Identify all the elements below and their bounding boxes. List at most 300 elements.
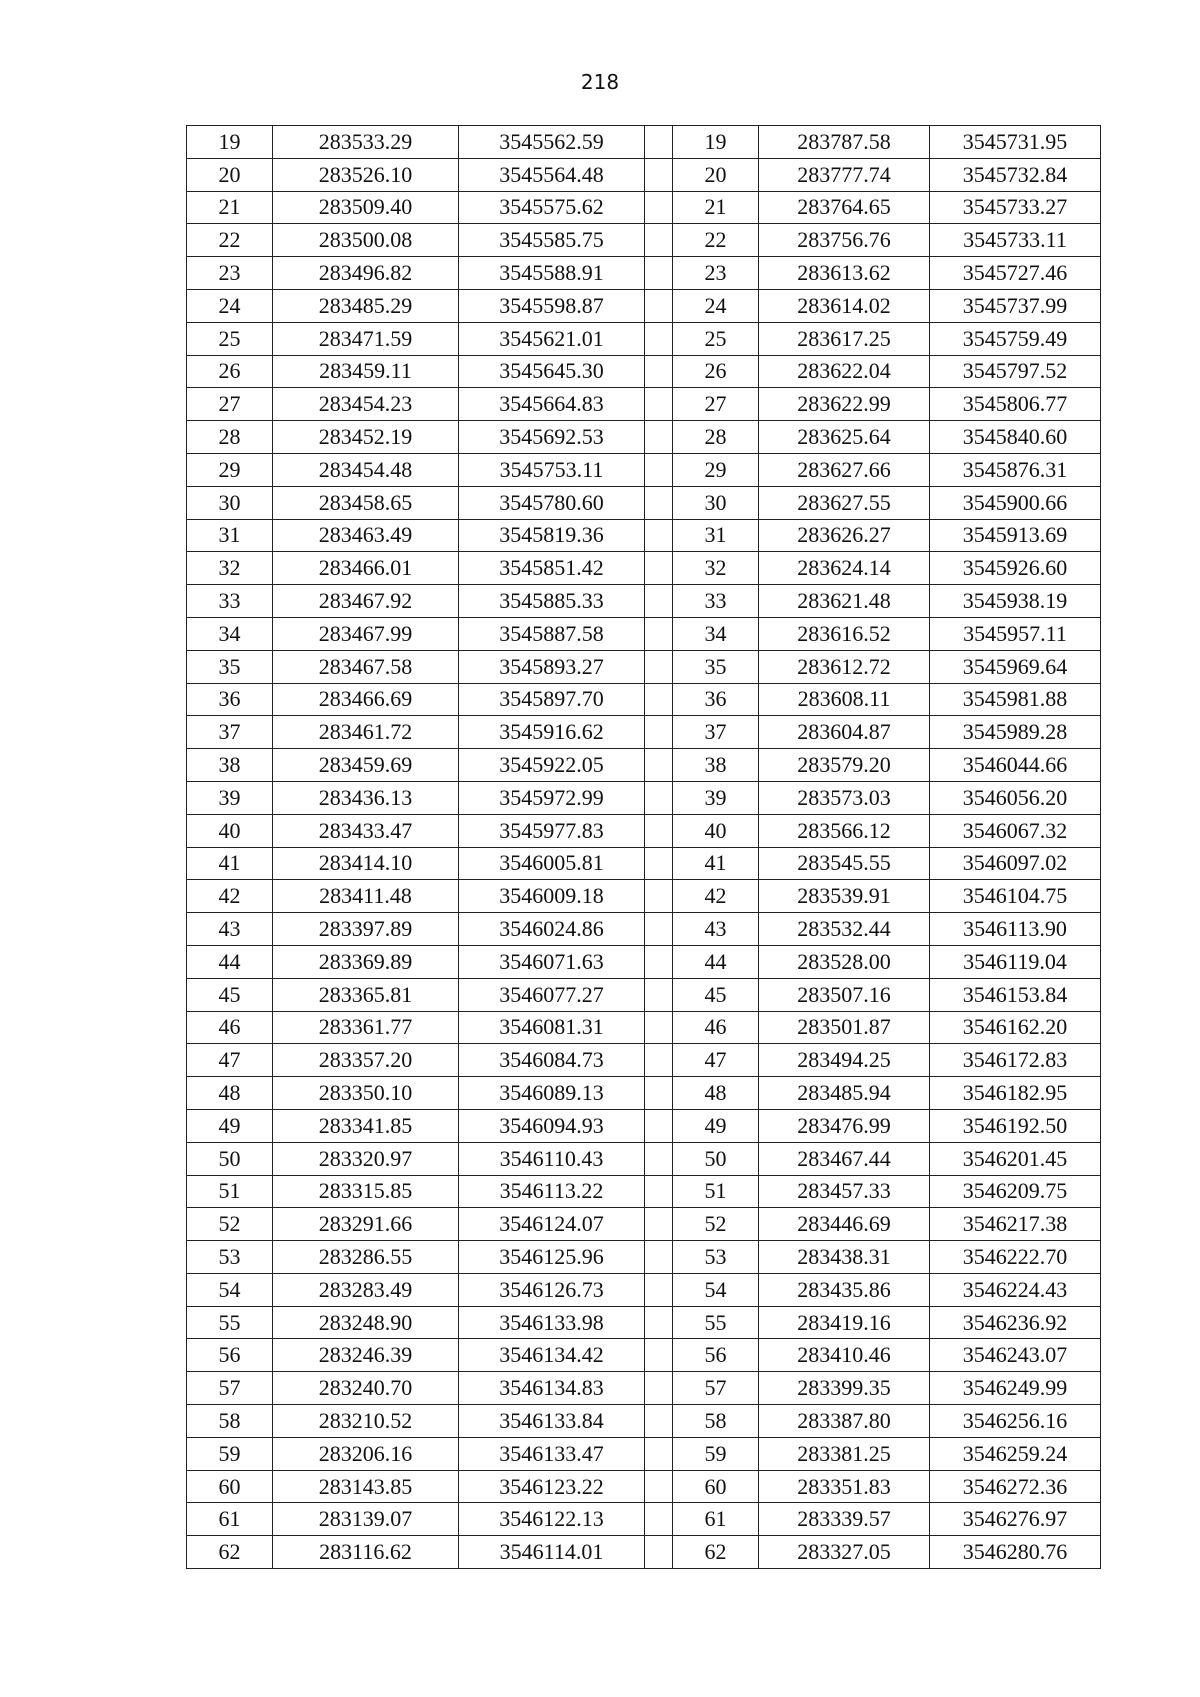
- right-point-number-cell: 47: [673, 1044, 759, 1077]
- right-x-coordinate-cell: 283614.02: [759, 289, 930, 322]
- left-y-coordinate-cell: 3546133.98: [459, 1306, 645, 1339]
- left-y-coordinate-cell: 3546113.22: [459, 1175, 645, 1208]
- left-point-number-cell: 38: [187, 749, 273, 782]
- separator-cell: [645, 388, 673, 421]
- left-point-number-cell: 33: [187, 585, 273, 618]
- left-point-number-cell: 34: [187, 617, 273, 650]
- left-point-number-cell: 40: [187, 814, 273, 847]
- right-x-coordinate-cell: 283438.31: [759, 1241, 930, 1274]
- right-point-number-cell: 42: [673, 880, 759, 913]
- right-y-coordinate-cell: 3546276.97: [930, 1503, 1101, 1536]
- table-row: [187, 716, 1101, 749]
- right-point-number-cell: 40: [673, 814, 759, 847]
- separator-cell: [645, 617, 673, 650]
- right-point-number-cell: 23: [673, 257, 759, 290]
- right-x-coordinate-cell: 283627.66: [759, 453, 930, 486]
- left-x-coordinate-cell: 283320.97: [273, 1142, 459, 1175]
- table-row: [187, 1208, 1101, 1241]
- left-x-coordinate-cell: 283471.59: [273, 322, 459, 355]
- left-x-coordinate-cell: 283210.52: [273, 1405, 459, 1438]
- left-point-number-cell: 53: [187, 1241, 273, 1274]
- separator-cell: [645, 552, 673, 585]
- left-x-coordinate-cell: 283116.62: [273, 1536, 459, 1569]
- right-y-coordinate-cell: 3545797.52: [930, 355, 1101, 388]
- right-x-coordinate-cell: 283764.65: [759, 191, 930, 224]
- table-row: [187, 519, 1101, 552]
- left-point-number-cell: 52: [187, 1208, 273, 1241]
- left-y-coordinate-cell: 3546123.22: [459, 1470, 645, 1503]
- separator-cell: [645, 1306, 673, 1339]
- separator-cell: [645, 1405, 673, 1438]
- left-y-coordinate-cell: 3545753.11: [459, 453, 645, 486]
- separator-cell: [645, 814, 673, 847]
- table-row: [187, 847, 1101, 880]
- right-y-coordinate-cell: 3545981.88: [930, 683, 1101, 716]
- left-x-coordinate-cell: 283500.08: [273, 224, 459, 257]
- right-point-number-cell: 36: [673, 683, 759, 716]
- right-y-coordinate-cell: 3545806.77: [930, 388, 1101, 421]
- table-row: [187, 1142, 1101, 1175]
- right-y-coordinate-cell: 3545913.69: [930, 519, 1101, 552]
- left-x-coordinate-cell: 283466.01: [273, 552, 459, 585]
- left-point-number-cell: 50: [187, 1142, 273, 1175]
- right-x-coordinate-cell: 283410.46: [759, 1339, 930, 1372]
- right-x-coordinate-cell: 283626.27: [759, 519, 930, 552]
- right-x-coordinate-cell: 283566.12: [759, 814, 930, 847]
- table-row: [187, 1306, 1101, 1339]
- right-point-number-cell: 32: [673, 552, 759, 585]
- left-y-coordinate-cell: 3545621.01: [459, 322, 645, 355]
- right-x-coordinate-cell: 283528.00: [759, 945, 930, 978]
- left-y-coordinate-cell: 3546134.42: [459, 1339, 645, 1372]
- left-x-coordinate-cell: 283350.10: [273, 1077, 459, 1110]
- separator-cell: [645, 945, 673, 978]
- right-point-number-cell: 60: [673, 1470, 759, 1503]
- right-y-coordinate-cell: 3545969.64: [930, 650, 1101, 683]
- left-y-coordinate-cell: 3545780.60: [459, 486, 645, 519]
- left-point-number-cell: 49: [187, 1109, 273, 1142]
- left-point-number-cell: 21: [187, 191, 273, 224]
- right-x-coordinate-cell: 283532.44: [759, 913, 930, 946]
- left-x-coordinate-cell: 283458.65: [273, 486, 459, 519]
- table-row: [187, 1503, 1101, 1536]
- right-x-coordinate-cell: 283787.58: [759, 126, 930, 159]
- right-point-number-cell: 57: [673, 1372, 759, 1405]
- table-row: [187, 421, 1101, 454]
- right-point-number-cell: 26: [673, 355, 759, 388]
- right-y-coordinate-cell: 3545926.60: [930, 552, 1101, 585]
- separator-cell: [645, 224, 673, 257]
- table-row: [187, 1470, 1101, 1503]
- right-point-number-cell: 53: [673, 1241, 759, 1274]
- left-point-number-cell: 23: [187, 257, 273, 290]
- separator-cell: [645, 716, 673, 749]
- right-x-coordinate-cell: 283622.99: [759, 388, 930, 421]
- left-point-number-cell: 29: [187, 453, 273, 486]
- left-x-coordinate-cell: 283485.29: [273, 289, 459, 322]
- separator-cell: [645, 1503, 673, 1536]
- right-point-number-cell: 35: [673, 650, 759, 683]
- right-point-number-cell: 52: [673, 1208, 759, 1241]
- right-x-coordinate-cell: 283617.25: [759, 322, 930, 355]
- table-row: [187, 880, 1101, 913]
- separator-cell: [645, 1241, 673, 1274]
- right-y-coordinate-cell: 3546256.16: [930, 1405, 1101, 1438]
- left-y-coordinate-cell: 3545575.62: [459, 191, 645, 224]
- left-y-coordinate-cell: 3545916.62: [459, 716, 645, 749]
- right-x-coordinate-cell: 283351.83: [759, 1470, 930, 1503]
- left-y-coordinate-cell: 3545664.83: [459, 388, 645, 421]
- left-point-number-cell: 46: [187, 1011, 273, 1044]
- right-point-number-cell: 45: [673, 978, 759, 1011]
- separator-cell: [645, 847, 673, 880]
- right-y-coordinate-cell: 3545759.49: [930, 322, 1101, 355]
- left-x-coordinate-cell: 283283.49: [273, 1273, 459, 1306]
- left-x-coordinate-cell: 283467.58: [273, 650, 459, 683]
- right-point-number-cell: 33: [673, 585, 759, 618]
- right-x-coordinate-cell: 283399.35: [759, 1372, 930, 1405]
- left-x-coordinate-cell: 283459.69: [273, 749, 459, 782]
- right-x-coordinate-cell: 283579.20: [759, 749, 930, 782]
- right-point-number-cell: 19: [673, 126, 759, 159]
- left-y-coordinate-cell: 3545887.58: [459, 617, 645, 650]
- left-point-number-cell: 59: [187, 1437, 273, 1470]
- right-x-coordinate-cell: 283327.05: [759, 1536, 930, 1569]
- left-y-coordinate-cell: 3546089.13: [459, 1077, 645, 1110]
- separator-cell: [645, 1437, 673, 1470]
- table-row: [187, 749, 1101, 782]
- right-x-coordinate-cell: 283621.48: [759, 585, 930, 618]
- right-point-number-cell: 21: [673, 191, 759, 224]
- left-point-number-cell: 36: [187, 683, 273, 716]
- left-point-number-cell: 43: [187, 913, 273, 946]
- left-point-number-cell: 30: [187, 486, 273, 519]
- left-point-number-cell: 20: [187, 158, 273, 191]
- table-row: [187, 1241, 1101, 1274]
- table-body: [187, 126, 1101, 1569]
- right-y-coordinate-cell: 3546272.36: [930, 1470, 1101, 1503]
- right-point-number-cell: 55: [673, 1306, 759, 1339]
- left-x-coordinate-cell: 283291.66: [273, 1208, 459, 1241]
- table-row: [187, 781, 1101, 814]
- separator-cell: [645, 650, 673, 683]
- right-y-coordinate-cell: 3545938.19: [930, 585, 1101, 618]
- left-x-coordinate-cell: 283248.90: [273, 1306, 459, 1339]
- left-y-coordinate-cell: 3546133.47: [459, 1437, 645, 1470]
- left-point-number-cell: 35: [187, 650, 273, 683]
- right-x-coordinate-cell: 283485.94: [759, 1077, 930, 1110]
- left-x-coordinate-cell: 283467.99: [273, 617, 459, 650]
- right-x-coordinate-cell: 283381.25: [759, 1437, 930, 1470]
- separator-cell: [645, 585, 673, 618]
- separator-cell: [645, 1273, 673, 1306]
- right-x-coordinate-cell: 283625.64: [759, 421, 930, 454]
- separator-cell: [645, 749, 673, 782]
- left-x-coordinate-cell: 283436.13: [273, 781, 459, 814]
- left-y-coordinate-cell: 3545645.30: [459, 355, 645, 388]
- separator-cell: [645, 913, 673, 946]
- right-x-coordinate-cell: 283419.16: [759, 1306, 930, 1339]
- right-y-coordinate-cell: 3546259.24: [930, 1437, 1101, 1470]
- separator-cell: [645, 158, 673, 191]
- left-y-coordinate-cell: 3546110.43: [459, 1142, 645, 1175]
- right-point-number-cell: 22: [673, 224, 759, 257]
- right-x-coordinate-cell: 283627.55: [759, 486, 930, 519]
- left-x-coordinate-cell: 283143.85: [273, 1470, 459, 1503]
- right-point-number-cell: 56: [673, 1339, 759, 1372]
- left-x-coordinate-cell: 283246.39: [273, 1339, 459, 1372]
- left-x-coordinate-cell: 283369.89: [273, 945, 459, 978]
- right-point-number-cell: 38: [673, 749, 759, 782]
- right-x-coordinate-cell: 283446.69: [759, 1208, 930, 1241]
- left-x-coordinate-cell: 283414.10: [273, 847, 459, 880]
- left-y-coordinate-cell: 3545598.87: [459, 289, 645, 322]
- table-row: [187, 126, 1101, 159]
- separator-cell: [645, 126, 673, 159]
- table-row: [187, 1339, 1101, 1372]
- right-x-coordinate-cell: 283387.80: [759, 1405, 930, 1438]
- right-point-number-cell: 62: [673, 1536, 759, 1569]
- right-y-coordinate-cell: 3546249.99: [930, 1372, 1101, 1405]
- right-y-coordinate-cell: 3546104.75: [930, 880, 1101, 913]
- right-y-coordinate-cell: 3545957.11: [930, 617, 1101, 650]
- left-x-coordinate-cell: 283496.82: [273, 257, 459, 290]
- table-row: [187, 1011, 1101, 1044]
- left-x-coordinate-cell: 283206.16: [273, 1437, 459, 1470]
- left-y-coordinate-cell: 3545564.48: [459, 158, 645, 191]
- separator-cell: [645, 191, 673, 224]
- separator-cell: [645, 1208, 673, 1241]
- left-point-number-cell: 55: [187, 1306, 273, 1339]
- left-point-number-cell: 24: [187, 289, 273, 322]
- left-y-coordinate-cell: 3546009.18: [459, 880, 645, 913]
- left-point-number-cell: 39: [187, 781, 273, 814]
- left-point-number-cell: 61: [187, 1503, 273, 1536]
- left-x-coordinate-cell: 283286.55: [273, 1241, 459, 1274]
- left-y-coordinate-cell: 3546024.86: [459, 913, 645, 946]
- right-y-coordinate-cell: 3546097.02: [930, 847, 1101, 880]
- separator-cell: [645, 1470, 673, 1503]
- right-x-coordinate-cell: 283457.33: [759, 1175, 930, 1208]
- table-row: [187, 913, 1101, 946]
- separator-cell: [645, 781, 673, 814]
- right-x-coordinate-cell: 283507.16: [759, 978, 930, 1011]
- right-y-coordinate-cell: 3546056.20: [930, 781, 1101, 814]
- right-y-coordinate-cell: 3545989.28: [930, 716, 1101, 749]
- left-y-coordinate-cell: 3546122.13: [459, 1503, 645, 1536]
- table-row: [187, 1175, 1101, 1208]
- left-x-coordinate-cell: 283365.81: [273, 978, 459, 1011]
- table-row: [187, 158, 1101, 191]
- right-y-coordinate-cell: 3545840.60: [930, 421, 1101, 454]
- table-row: [187, 191, 1101, 224]
- left-point-number-cell: 42: [187, 880, 273, 913]
- left-y-coordinate-cell: 3546134.83: [459, 1372, 645, 1405]
- table-row: [187, 1372, 1101, 1405]
- left-point-number-cell: 44: [187, 945, 273, 978]
- left-y-coordinate-cell: 3545585.75: [459, 224, 645, 257]
- left-y-coordinate-cell: 3546124.07: [459, 1208, 645, 1241]
- right-y-coordinate-cell: 3546172.83: [930, 1044, 1101, 1077]
- right-point-number-cell: 28: [673, 421, 759, 454]
- left-point-number-cell: 25: [187, 322, 273, 355]
- left-x-coordinate-cell: 283240.70: [273, 1372, 459, 1405]
- left-point-number-cell: 60: [187, 1470, 273, 1503]
- right-x-coordinate-cell: 283622.04: [759, 355, 930, 388]
- table-row: [187, 1405, 1101, 1438]
- left-x-coordinate-cell: 283139.07: [273, 1503, 459, 1536]
- left-x-coordinate-cell: 283397.89: [273, 913, 459, 946]
- coordinates-table: [186, 125, 1101, 1569]
- right-point-number-cell: 61: [673, 1503, 759, 1536]
- separator-cell: [645, 1011, 673, 1044]
- right-x-coordinate-cell: 283545.55: [759, 847, 930, 880]
- separator-cell: [645, 257, 673, 290]
- left-y-coordinate-cell: 3545893.27: [459, 650, 645, 683]
- table-row: [187, 257, 1101, 290]
- table-row: [187, 978, 1101, 1011]
- table-row: [187, 650, 1101, 683]
- table-row: [187, 552, 1101, 585]
- right-point-number-cell: 46: [673, 1011, 759, 1044]
- right-point-number-cell: 43: [673, 913, 759, 946]
- separator-cell: [645, 453, 673, 486]
- left-point-number-cell: 28: [187, 421, 273, 454]
- separator-cell: [645, 880, 673, 913]
- table-row: [187, 1044, 1101, 1077]
- left-point-number-cell: 48: [187, 1077, 273, 1110]
- left-point-number-cell: 27: [187, 388, 273, 421]
- right-x-coordinate-cell: 283613.62: [759, 257, 930, 290]
- left-y-coordinate-cell: 3546125.96: [459, 1241, 645, 1274]
- right-x-coordinate-cell: 283494.25: [759, 1044, 930, 1077]
- table-row: [187, 585, 1101, 618]
- left-y-coordinate-cell: 3545922.05: [459, 749, 645, 782]
- table-row: [187, 486, 1101, 519]
- left-y-coordinate-cell: 3546071.63: [459, 945, 645, 978]
- table-row: [187, 1077, 1101, 1110]
- right-point-number-cell: 29: [673, 453, 759, 486]
- right-point-number-cell: 51: [673, 1175, 759, 1208]
- left-x-coordinate-cell: 283361.77: [273, 1011, 459, 1044]
- right-y-coordinate-cell: 3545731.95: [930, 126, 1101, 159]
- separator-cell: [645, 289, 673, 322]
- right-y-coordinate-cell: 3546201.45: [930, 1142, 1101, 1175]
- left-x-coordinate-cell: 283452.19: [273, 421, 459, 454]
- left-point-number-cell: 47: [187, 1044, 273, 1077]
- right-x-coordinate-cell: 283539.91: [759, 880, 930, 913]
- separator-cell: [645, 322, 673, 355]
- right-y-coordinate-cell: 3546067.32: [930, 814, 1101, 847]
- right-y-coordinate-cell: 3545727.46: [930, 257, 1101, 290]
- separator-cell: [645, 519, 673, 552]
- right-x-coordinate-cell: 283777.74: [759, 158, 930, 191]
- right-point-number-cell: 24: [673, 289, 759, 322]
- separator-cell: [645, 421, 673, 454]
- right-point-number-cell: 54: [673, 1273, 759, 1306]
- right-x-coordinate-cell: 283612.72: [759, 650, 930, 683]
- right-x-coordinate-cell: 283756.76: [759, 224, 930, 257]
- table-row: [187, 355, 1101, 388]
- separator-cell: [645, 1044, 673, 1077]
- right-point-number-cell: 50: [673, 1142, 759, 1175]
- right-x-coordinate-cell: 283339.57: [759, 1503, 930, 1536]
- table-row: [187, 617, 1101, 650]
- left-y-coordinate-cell: 3545897.70: [459, 683, 645, 716]
- separator-cell: [645, 683, 673, 716]
- left-x-coordinate-cell: 283433.47: [273, 814, 459, 847]
- right-point-number-cell: 25: [673, 322, 759, 355]
- right-point-number-cell: 41: [673, 847, 759, 880]
- table-row: [187, 322, 1101, 355]
- table-row: [187, 1536, 1101, 1569]
- right-point-number-cell: 48: [673, 1077, 759, 1110]
- left-point-number-cell: 51: [187, 1175, 273, 1208]
- right-x-coordinate-cell: 283501.87: [759, 1011, 930, 1044]
- left-y-coordinate-cell: 3545972.99: [459, 781, 645, 814]
- right-x-coordinate-cell: 283476.99: [759, 1109, 930, 1142]
- right-y-coordinate-cell: 3545876.31: [930, 453, 1101, 486]
- table-row: [187, 1273, 1101, 1306]
- separator-cell: [645, 1077, 673, 1110]
- right-y-coordinate-cell: 3545733.11: [930, 224, 1101, 257]
- right-y-coordinate-cell: 3546162.20: [930, 1011, 1101, 1044]
- left-point-number-cell: 58: [187, 1405, 273, 1438]
- left-point-number-cell: 19: [187, 126, 273, 159]
- left-point-number-cell: 26: [187, 355, 273, 388]
- right-x-coordinate-cell: 283467.44: [759, 1142, 930, 1175]
- separator-cell: [645, 1175, 673, 1208]
- right-point-number-cell: 44: [673, 945, 759, 978]
- separator-cell: [645, 978, 673, 1011]
- separator-cell: [645, 1142, 673, 1175]
- left-y-coordinate-cell: 3546077.27: [459, 978, 645, 1011]
- left-x-coordinate-cell: 283357.20: [273, 1044, 459, 1077]
- right-y-coordinate-cell: 3546182.95: [930, 1077, 1101, 1110]
- right-y-coordinate-cell: 3546209.75: [930, 1175, 1101, 1208]
- table-row: [187, 814, 1101, 847]
- right-y-coordinate-cell: 3546280.76: [930, 1536, 1101, 1569]
- left-point-number-cell: 54: [187, 1273, 273, 1306]
- right-y-coordinate-cell: 3546243.07: [930, 1339, 1101, 1372]
- left-point-number-cell: 22: [187, 224, 273, 257]
- left-point-number-cell: 32: [187, 552, 273, 585]
- right-y-coordinate-cell: 3545733.27: [930, 191, 1101, 224]
- right-x-coordinate-cell: 283624.14: [759, 552, 930, 585]
- right-y-coordinate-cell: 3546113.90: [930, 913, 1101, 946]
- left-x-coordinate-cell: 283466.69: [273, 683, 459, 716]
- left-x-coordinate-cell: 283315.85: [273, 1175, 459, 1208]
- table-row: [187, 289, 1101, 322]
- left-y-coordinate-cell: 3546114.01: [459, 1536, 645, 1569]
- left-x-coordinate-cell: 283533.29: [273, 126, 459, 159]
- right-point-number-cell: 37: [673, 716, 759, 749]
- left-x-coordinate-cell: 283467.92: [273, 585, 459, 618]
- right-x-coordinate-cell: 283573.03: [759, 781, 930, 814]
- right-y-coordinate-cell: 3545732.84: [930, 158, 1101, 191]
- left-y-coordinate-cell: 3546133.84: [459, 1405, 645, 1438]
- left-y-coordinate-cell: 3545562.59: [459, 126, 645, 159]
- right-point-number-cell: 49: [673, 1109, 759, 1142]
- left-point-number-cell: 57: [187, 1372, 273, 1405]
- right-point-number-cell: 59: [673, 1437, 759, 1470]
- left-point-number-cell: 62: [187, 1536, 273, 1569]
- left-point-number-cell: 56: [187, 1339, 273, 1372]
- table-row: [187, 1437, 1101, 1470]
- separator-cell: [645, 1536, 673, 1569]
- separator-cell: [645, 1339, 673, 1372]
- right-y-coordinate-cell: 3546222.70: [930, 1241, 1101, 1274]
